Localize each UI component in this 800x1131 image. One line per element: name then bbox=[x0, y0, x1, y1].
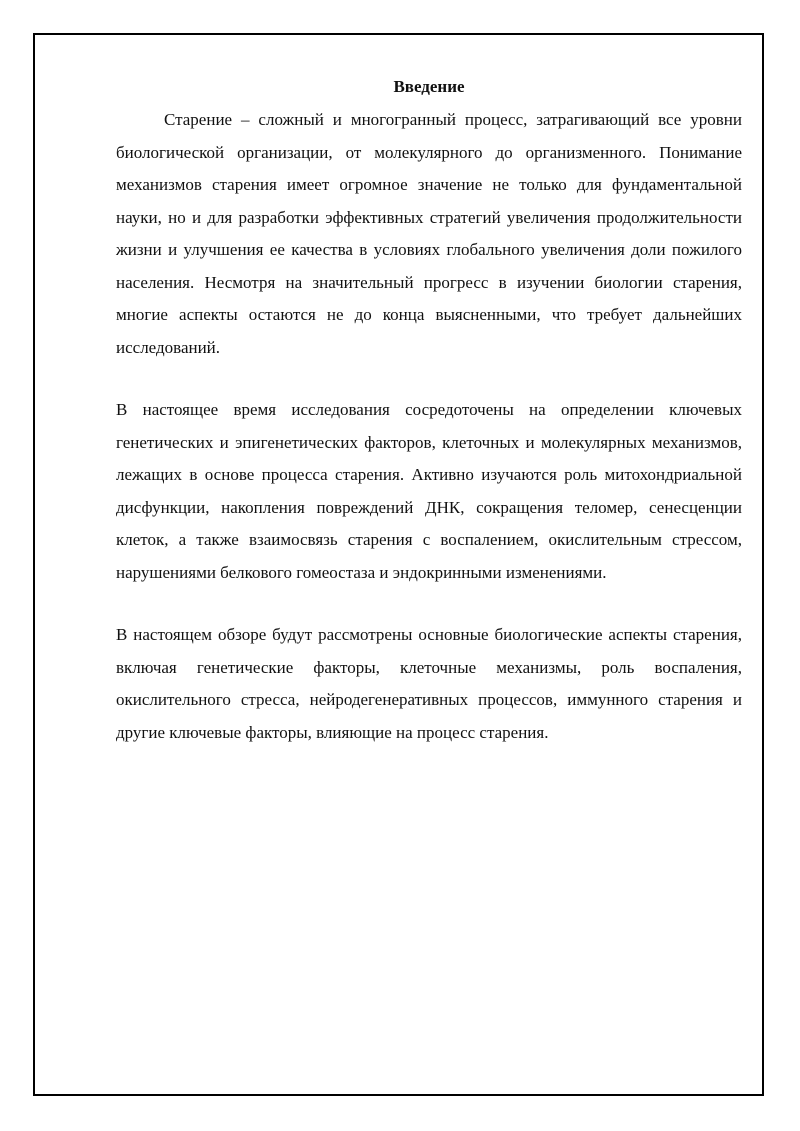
paragraph-intro: Старение – сложный и многогранный процесс, затрагивающий все уровни биологической организации, от молекулярного до организменного. Понимание механизмов старения имеет огромное значение не только для фундаментальной науки, но и для разработки эффективных стратегий увеличения продолжительности жизни и улучшения ее качества в условиях глобального увеличения доли пожилого населения. Несмотря на значительный прогресс в изучении биологии старения, многие аспекты остаются не до конца выясненными, что требует дальнейших исследований. bbox=[116, 110, 742, 357]
paragraph-review-scope: В настоящем обзоре будут рассмотрены основные биологические аспекты старения, включая генетические факторы, клеточные механизмы, роль воспаления, окислительного стресса, нейродегенеративных процессов, иммунного старения и другие ключевые факторы, влияющие на процесс старения. bbox=[116, 625, 742, 742]
section-heading: Введение bbox=[393, 77, 465, 96]
paragraph-gap bbox=[116, 364, 742, 394]
paragraph-gap bbox=[116, 589, 742, 619]
document-body bbox=[116, 74, 742, 749]
paragraph-research-focus: В настоящее время исследования сосредоточены на определении ключевых генетических и эпигенетических факторов, клеточных и молекулярных механизмов, лежащих в основе процесса старения. Активно изучаются роль митохондриальной дисфункции, накопления повреждений ДНК, сокращения теломер, сенесценции клеток, а также взаимосвязь старения с воспалением, окислительным стрессом, нарушениями белкового гомеостаза и эндокринными изменениями. bbox=[116, 400, 742, 582]
